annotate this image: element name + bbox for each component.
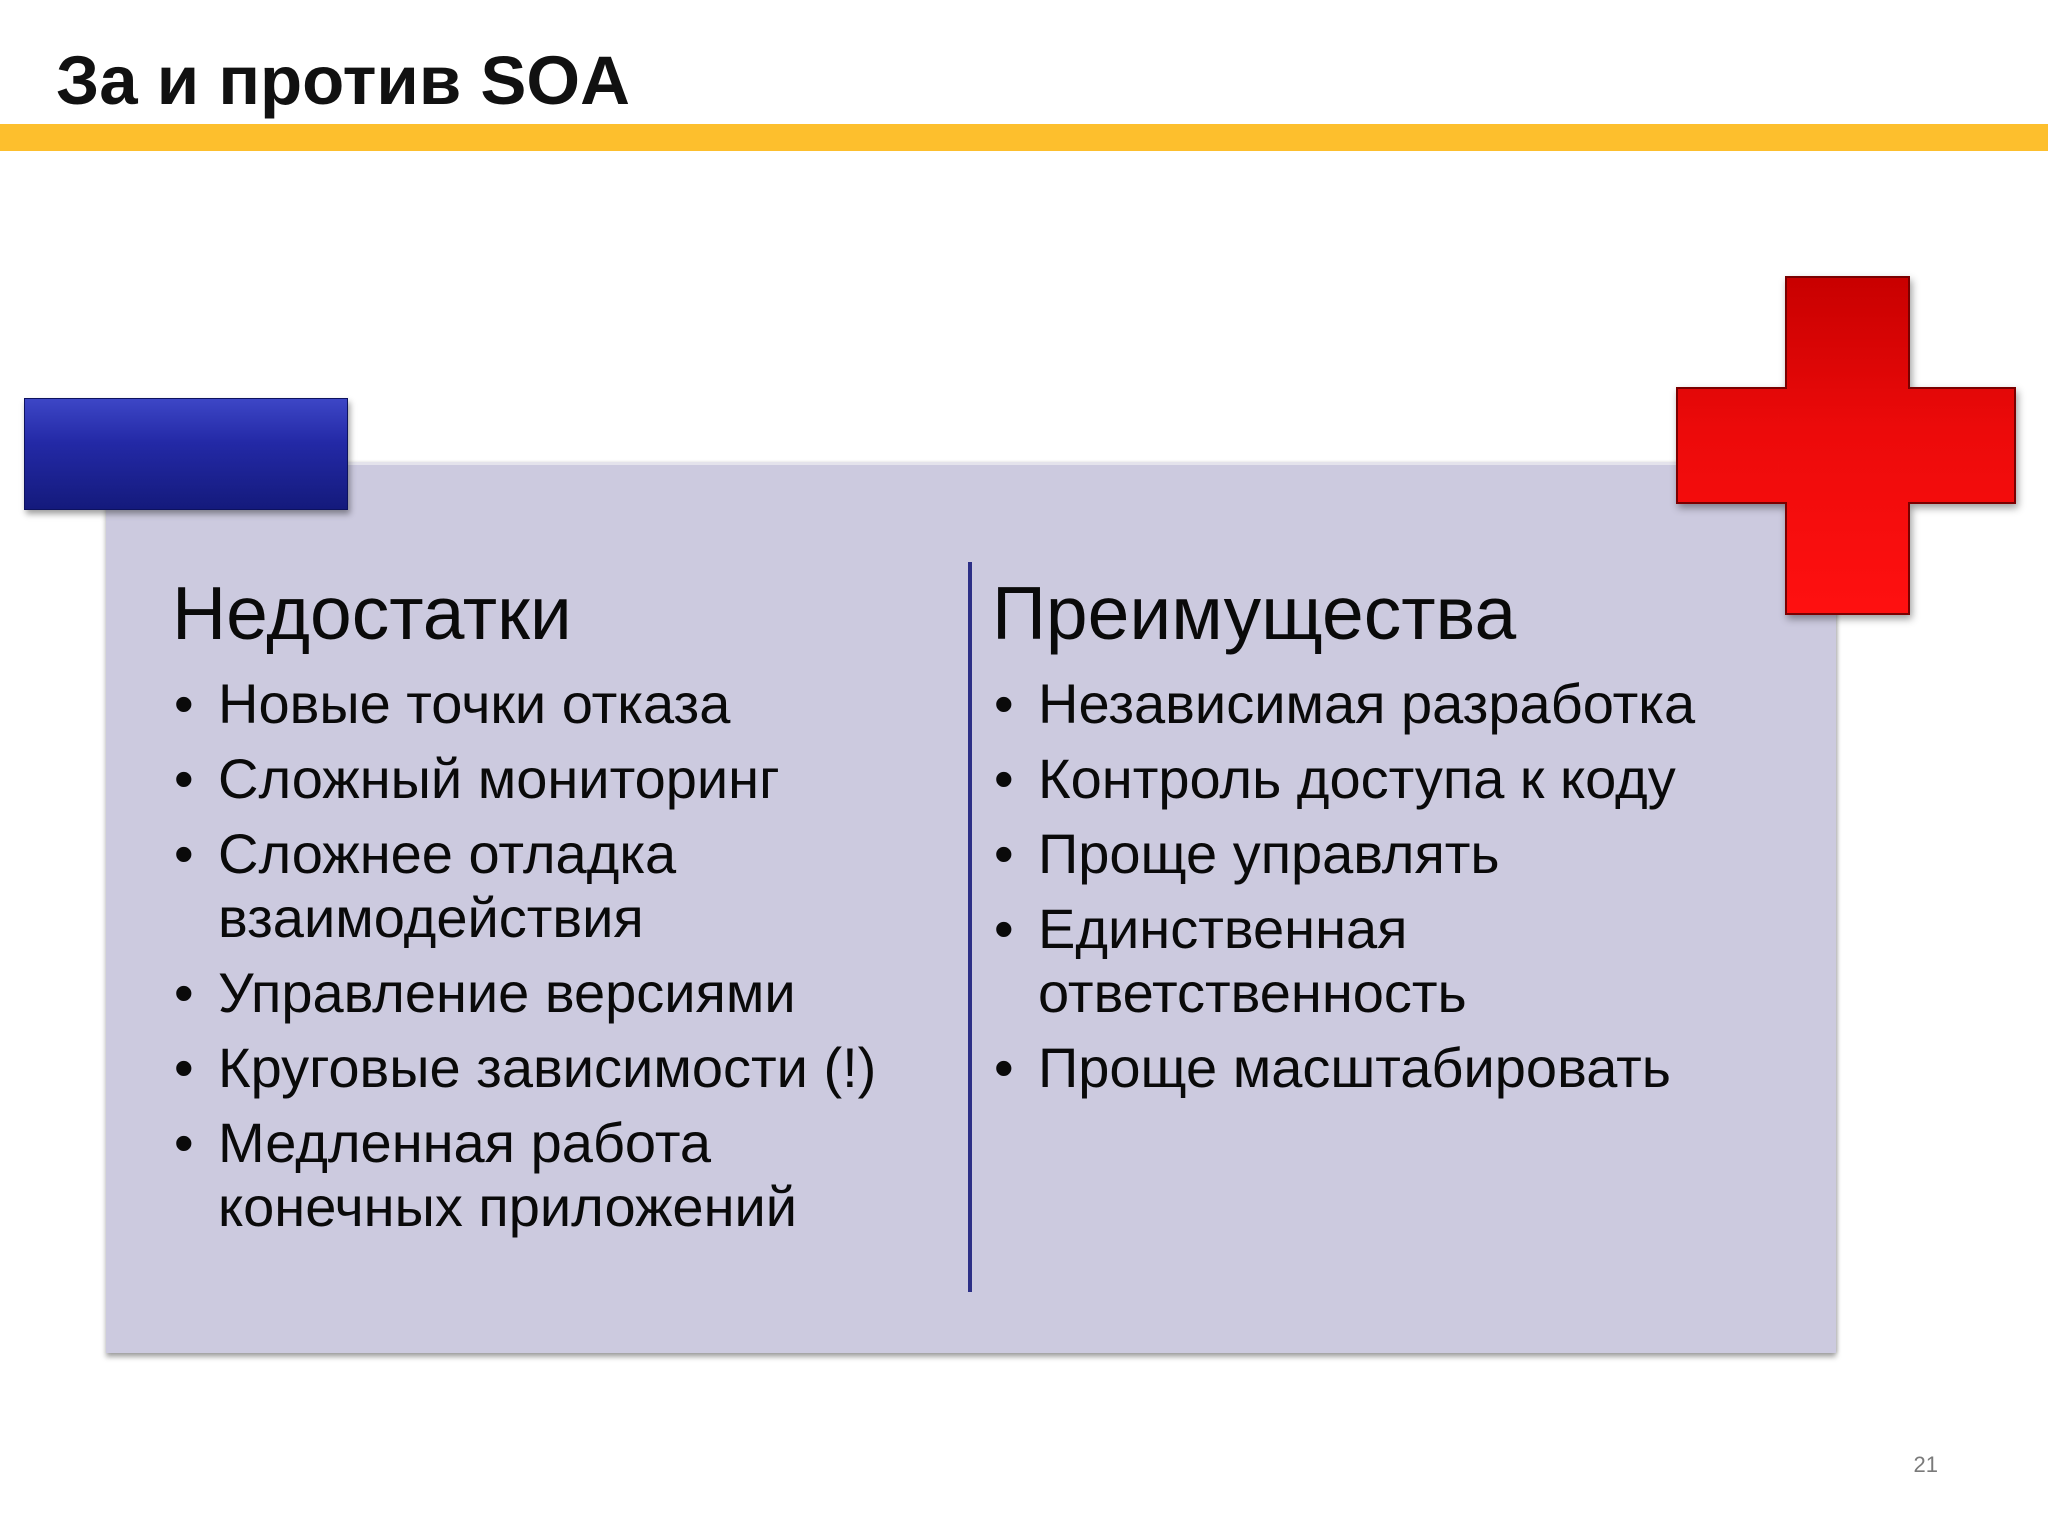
pros-list-item [992,822,1812,886]
pros-item-text: Проще масштабировать [1038,1036,1671,1099]
page-number: 21 [1913,1452,1938,1477]
cons-column [172,568,952,1250]
pros-list-item [992,897,1812,1025]
cons-list-item [172,747,952,811]
pros-list-item [992,672,1812,736]
cons-list-item [172,1111,952,1239]
cons-item-text: Сложный мониторинг [218,747,780,810]
cons-list-item [172,961,952,1025]
cons-item-text: Медленная работа конечных приложений [218,1111,798,1238]
bullet: • [174,961,194,1024]
cons-item-text: Новые точки отказа [218,672,731,735]
pros-item-text: Проще управлять [1038,822,1500,885]
bullet: • [994,1036,1014,1099]
bullet: • [994,822,1014,885]
cons-list-item [172,1036,952,1100]
cons-heading: Недостатки [172,571,572,655]
cons-list-item [172,672,952,736]
cons-item-text: Управление версиями [218,961,796,1024]
pros-heading: Преимущества [992,571,1517,655]
pros-list-item [992,747,1812,811]
bullet: • [994,747,1014,810]
pros-column [992,568,1812,1111]
column-divider [968,562,972,1292]
title-accent-bar [0,124,2048,151]
plus-sign-icon [1676,276,2016,616]
pros-item-text: Контроль доступа к коду [1038,747,1676,810]
pros-list-item [992,1036,1812,1100]
pros-list [992,672,1812,1100]
bullet: • [994,672,1014,735]
cons-item-text: Сложнее отладка взаимодействия [218,822,677,949]
slide-title: За и против SOA [56,42,630,119]
bullet: • [174,672,194,735]
bullet: • [994,897,1014,960]
bullet: • [174,1111,194,1174]
minus-sign-icon [24,398,348,510]
cons-list-item [172,822,952,950]
cons-list [172,672,952,1239]
cons-item-text: Круговые зависимости (!) [218,1036,877,1099]
pros-item-text: Единственная ответственность [1038,897,1467,1024]
bullet: • [174,1036,194,1099]
pros-item-text: Независимая разработка [1038,672,1696,735]
bullet: • [174,822,194,885]
bullet: • [174,747,194,810]
